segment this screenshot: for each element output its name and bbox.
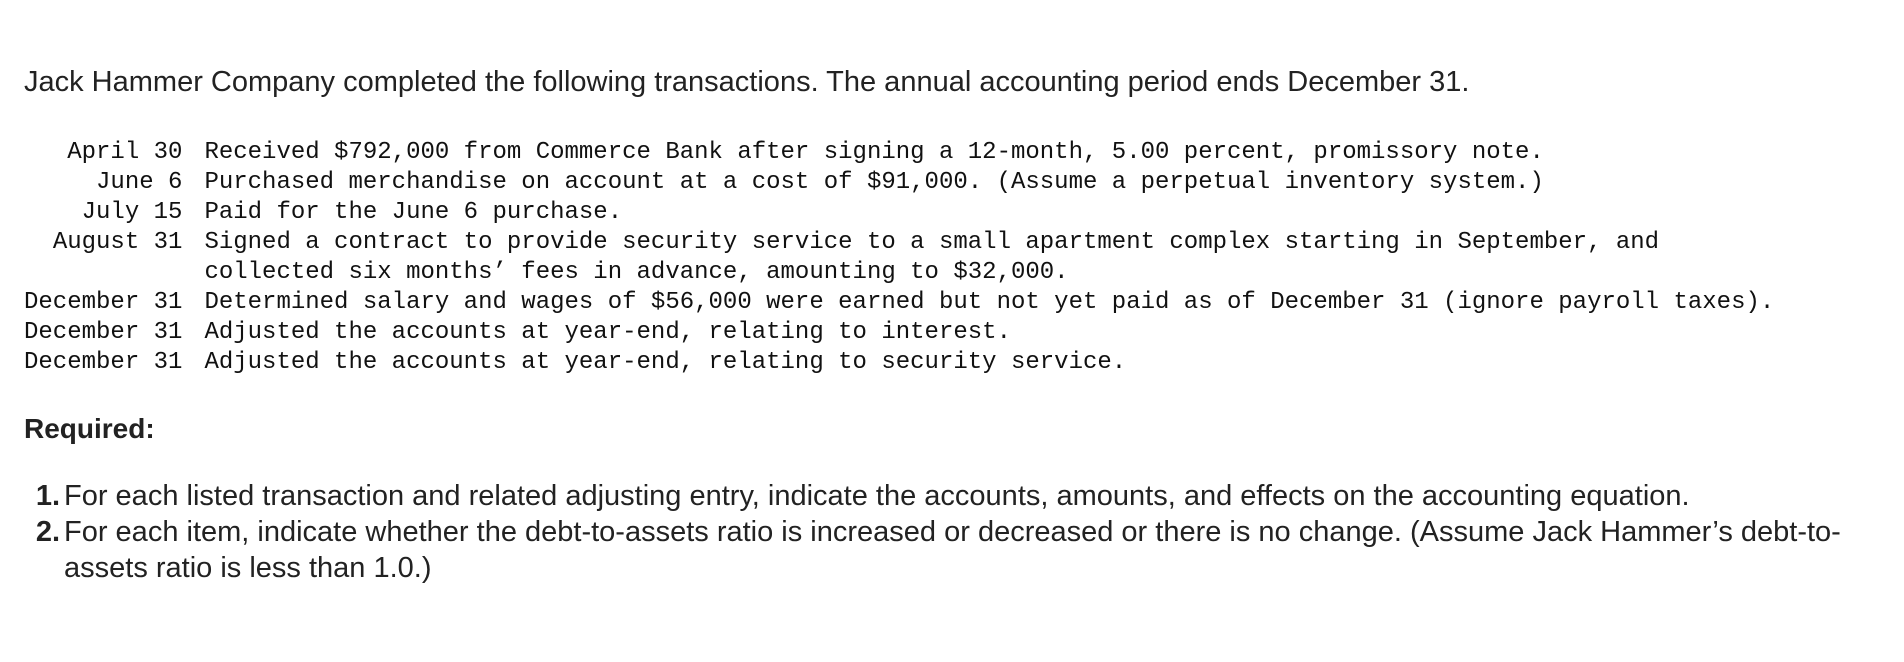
transactions-table: [24, 138, 1794, 378]
transaction-description: Paid for the June 6 purchase.: [204, 199, 623, 226]
transaction-description: Adjusted the accounts at year-end, relating to interest.: [204, 319, 1011, 346]
transaction-description: Received $792,000 from Commerce Bank after signing a 12-month, 5.00 percent, promissory note.: [204, 139, 1544, 166]
transaction-date: December 31: [24, 289, 183, 316]
transaction-date: April 30: [67, 139, 183, 166]
table-row: [24, 138, 1794, 168]
table-row: [24, 168, 1794, 198]
table-row: [24, 348, 1794, 378]
transaction-description: Signed a contract to provide security service to a small apartment complex starting in September, and collected six months’ fees in advance, amounting to $32,000.: [204, 229, 1660, 286]
intro-text: Jack Hammer Company completed the following transactions. The annual accounting period ends December 31.: [24, 66, 1470, 98]
table-row: [24, 228, 1794, 288]
required-heading: Required:: [24, 413, 155, 444]
required-list: [24, 478, 1884, 586]
item-text: For each listed transaction and related adjusting entry, indicate the accounts, amounts, and effects on the accounting equation.: [64, 480, 1690, 512]
transaction-description: Determined salary and wages of $56,000 were earned but not yet paid as of December 31 (ignore payroll taxes).: [204, 289, 1775, 316]
list-item: [24, 478, 1884, 514]
list-item: [24, 514, 1884, 586]
problem-content: [24, 62, 1884, 586]
transaction-date: December 31: [24, 319, 183, 346]
item-number: 1.: [35, 480, 60, 512]
item-text: For each item, indicate whether the debt-to-assets ratio is increased or decreased or there is no change. (Assume Jack Hammer’s debt-to-assets ratio is less than 1.0.): [64, 516, 1841, 584]
transaction-date: August 31: [52, 229, 183, 256]
table-row: [24, 288, 1794, 318]
transaction-date: July 15: [81, 199, 183, 226]
table-row: [24, 198, 1794, 228]
transaction-date: December 31: [24, 349, 183, 376]
table-row: [24, 318, 1794, 348]
transaction-description: Purchased merchandise on account at a cost of $91,000. (Assume a perpetual inventory system.): [204, 169, 1544, 196]
item-number: 2.: [35, 516, 60, 548]
transaction-date: June 6: [96, 169, 183, 196]
transaction-description: Adjusted the accounts at year-end, relating to security service.: [204, 349, 1127, 376]
